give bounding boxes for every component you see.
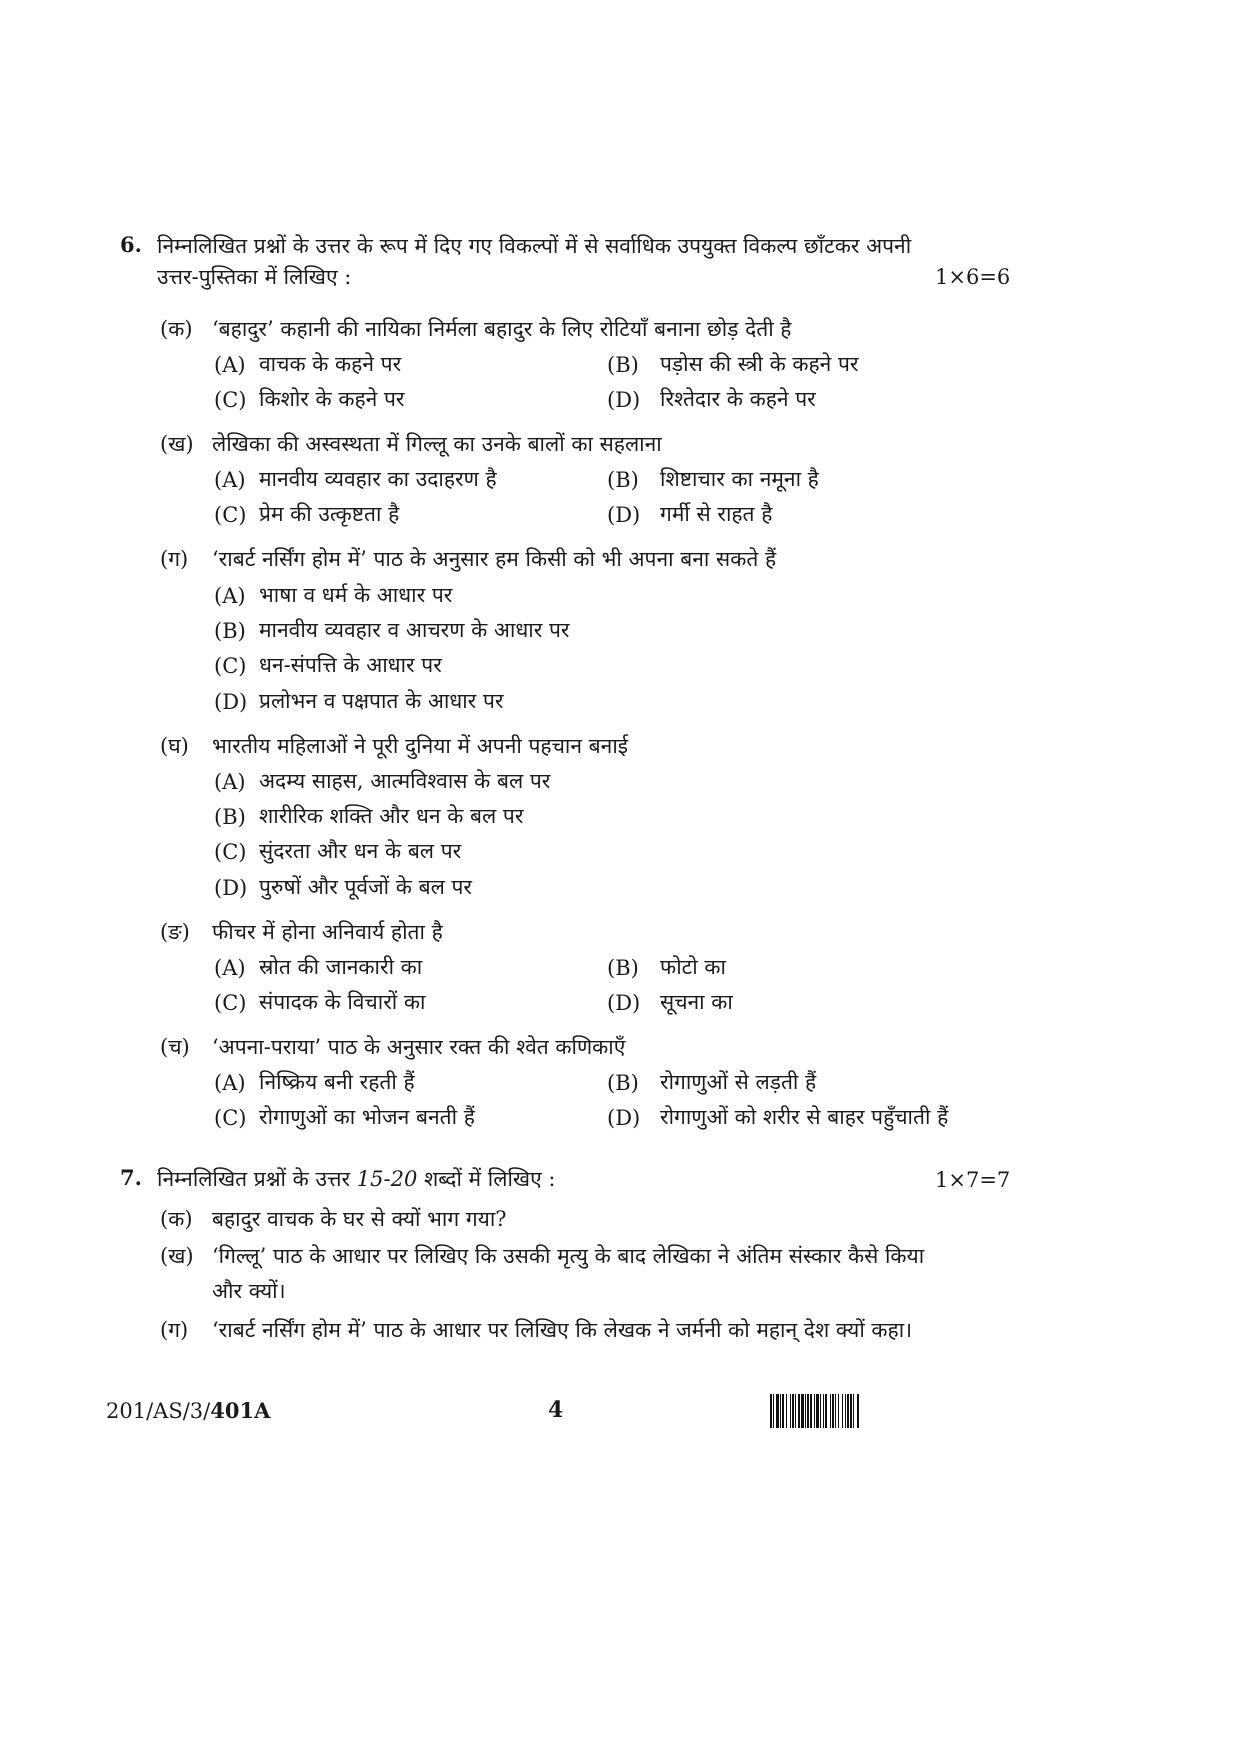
sub-question-label: (ग): [160, 1318, 189, 1342]
sub-question-label: (ख): [160, 432, 194, 456]
option-text: मानवीय व्यवहार व आचरण के आधार पर: [259, 618, 570, 642]
word-range: 15-20: [356, 1167, 418, 1191]
sub-question-label: (च): [160, 1035, 190, 1059]
option-text: निष्क्रिय बनी रहती हैं: [259, 1070, 415, 1094]
option-text: सूचना का: [660, 990, 733, 1014]
option-label: (C): [214, 840, 247, 864]
option-label: (D): [607, 1106, 641, 1130]
sub-question-label: (घ): [160, 734, 189, 758]
question-text: [157, 1165, 555, 1193]
sub-question-text: भारतीय महिलाओं ने पूरी दुनिया में अपनी पहचान बनाई: [212, 734, 629, 758]
option-text: फोटो का: [660, 955, 726, 979]
question-number: 6.: [120, 232, 142, 257]
option-label: (A): [214, 956, 246, 980]
option-label: (C): [214, 991, 247, 1015]
sub-question-label: (क): [160, 317, 193, 341]
sub-question-text: ‘राबर्ट नर्सिंग होम में’ पाठ के आधार पर लिखिए कि लेखक ने जर्मनी को महान् देश क्यों कहा।: [212, 1318, 913, 1342]
paper-code: [106, 1398, 270, 1423]
barcode-bar: [859, 1394, 860, 1428]
page-number: 4: [548, 1397, 564, 1423]
sub-question-text-line1: ‘गिल्लू’ पाठ के आधार पर लिखिए कि उसकी मृत्यु के बाद लेखिका ने अंतिम संस्कार कैसे किया: [212, 1244, 925, 1268]
option-text: मानवीय व्यवहार का उदाहरण है: [259, 467, 497, 491]
option-label: (A): [214, 353, 246, 377]
option-label: (A): [214, 584, 246, 608]
sub-question-label: (ख): [160, 1244, 194, 1268]
option-text: किशोर के कहने पर: [259, 387, 405, 411]
option-label: (D): [607, 991, 641, 1015]
option-text: शिष्टाचार का नमूना है: [660, 467, 819, 491]
paper-code-bold: 401A: [210, 1398, 271, 1423]
option-text: पड़ोस की स्त्री के कहने पर: [660, 352, 859, 376]
option-label: (D): [607, 503, 641, 527]
option-text: रिश्तेदार के कहने पर: [660, 387, 816, 411]
option-text: रोगाणुओं को शरीर से बाहर पहुँचाती हैं: [660, 1105, 949, 1129]
option-text: गर्मी से राहत है: [660, 502, 773, 526]
option-text: शारीरिक शक्ति और धन के बल पर: [259, 804, 524, 828]
option-label: (C): [214, 1106, 247, 1130]
option-text: पुरुषों और पूर्वजों के बल पर: [259, 875, 473, 899]
question-number: 7.: [120, 1165, 142, 1190]
question-text-start: निम्नलिखित प्रश्नों के उत्तर: [157, 1167, 351, 1191]
option-text: सुंदरता और धन के बल पर: [259, 839, 462, 863]
question-text-line2: उत्तर-पुस्तिका में लिखिए :: [157, 265, 352, 289]
option-label: (D): [214, 690, 248, 714]
sub-question-label: (ग): [160, 547, 189, 571]
option-label: (C): [214, 388, 247, 412]
sub-question-text-line2: और क्यों।: [212, 1279, 286, 1303]
sub-question-text: फीचर में होना अनिवार्य होता है: [212, 920, 443, 944]
option-text: रोगाणुओं से लड़ती हैं: [660, 1070, 817, 1094]
barcode-icon: [770, 1394, 1002, 1428]
option-text: रोगाणुओं का भोजन बनती हैं: [259, 1105, 475, 1129]
option-label: (B): [607, 1071, 639, 1095]
sub-question-text: ‘अपना-पराया’ पाठ के अनुसार रक्त की श्वेत कणिकाएँ: [212, 1035, 626, 1059]
option-label: (B): [607, 468, 639, 492]
sub-question-text: लेखिका की अस्वस्थता में गिल्लू का उनके बालों का सहलाना: [212, 432, 662, 456]
option-label: (B): [214, 805, 246, 829]
option-label: (B): [214, 619, 246, 643]
option-text: प्रलोभन व पक्षपात के आधार पर: [259, 689, 504, 713]
option-text: भाषा व धर्म के आधार पर: [259, 583, 453, 607]
paper-code-prefix: 201/AS/3/: [106, 1399, 211, 1423]
question-text-line1: निम्नलिखित प्रश्नों के उत्तर के रूप में दिए गए विकल्पों में से सर्वाधिक उपयुक्त विकल्प छाँटकर अपनी: [157, 234, 912, 258]
option-label: (B): [607, 956, 639, 980]
sub-question-label: (क): [160, 1207, 193, 1231]
option-label: (D): [214, 876, 248, 900]
option-label: (C): [214, 654, 247, 678]
option-label: (A): [214, 1071, 246, 1095]
option-text: वाचक के कहने पर: [259, 352, 402, 376]
option-label: (C): [214, 503, 247, 527]
question-marks: 1×7=7: [935, 1168, 1011, 1192]
sub-question-text: ‘राबर्ट नर्सिंग होम में’ पाठ के अनुसार हम किसी को भी अपना बना सकते हैं: [212, 547, 777, 571]
question-text-end: शब्दों में लिखिए :: [424, 1167, 556, 1191]
sub-question-label: (ङ): [160, 920, 190, 944]
sub-question-text: ‘बहादुर’ कहानी की नायिका निर्मला बहादुर के लिए रोटियाँ बनाना छोड़ देती है: [212, 317, 792, 341]
sub-question-text: बहादुर वाचक के घर से क्यों भाग गया?: [212, 1207, 507, 1231]
option-text: धन-संपत्ति के आधार पर: [259, 653, 442, 677]
option-label: (A): [214, 770, 246, 794]
option-label: (B): [607, 353, 639, 377]
option-text: प्रेम की उत्कृष्टता है: [259, 502, 400, 526]
question-marks: 1×6=6: [935, 265, 1011, 289]
option-label: (A): [214, 468, 246, 492]
option-label: (D): [607, 388, 641, 412]
option-text: अदम्य साहस, आत्मविश्वास के बल पर: [259, 769, 551, 793]
option-text: संपादक के विचारों का: [259, 990, 426, 1014]
option-text: स्रोत की जानकारी का: [259, 955, 423, 979]
